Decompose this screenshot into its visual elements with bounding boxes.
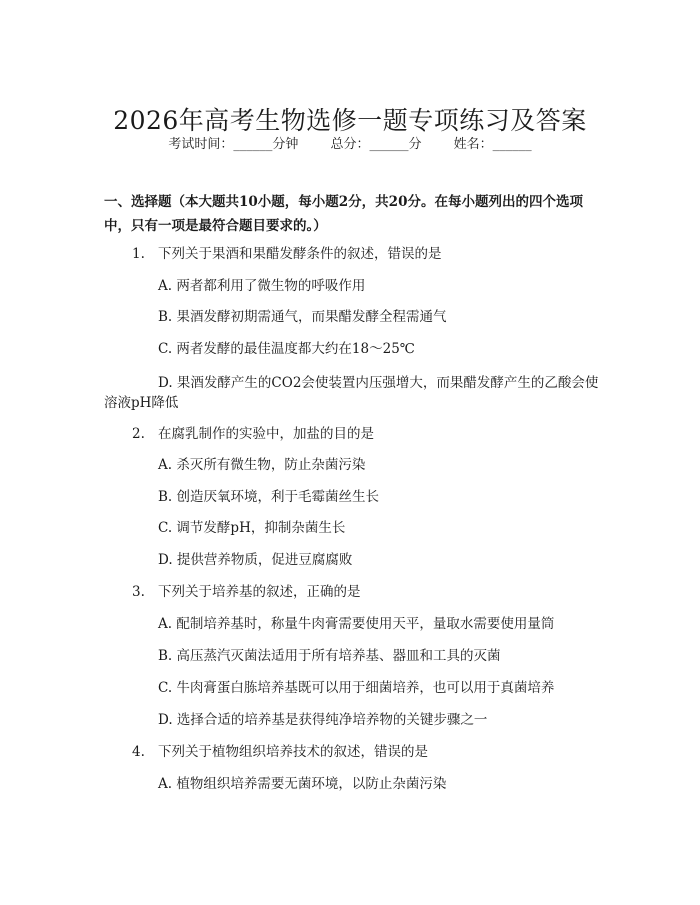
question-text: 在腐乳制作的实验中，加盐的目的是: [158, 426, 374, 442]
question-number: 3.: [132, 584, 145, 600]
answer-option: D. 果酒发酵产生的CO2会使装置内压强增大，而果醋发酵产生的乙酸会使溶液pH降低: [104, 375, 599, 411]
answer-option: B. 果酒发酵初期需通气，而果醋发酵全程需通气: [158, 309, 447, 325]
question-number: 2.: [132, 426, 145, 442]
question-text: 下列关于培养基的叙述，正确的是: [158, 584, 361, 600]
answer-option: D. 选择合适的培养基是获得纯净培养物的关键步骤之一: [158, 712, 488, 728]
question-stem: [132, 244, 600, 264]
question-text: 下列关于果酒和果醋发酵条件的叙述，错误的是: [158, 246, 442, 262]
answer-option: A. 植物组织培养需要无菌环境，以防止杂菌污染: [158, 776, 447, 792]
exam-meta: [0, 133, 700, 152]
answer-option: D. 提供营养物质，促进豆腐腐败: [158, 552, 353, 568]
student-name-field: 姓名：______: [453, 137, 532, 152]
question-text: 下列关于植物组织培养技术的叙述，错误的是: [158, 744, 428, 760]
answer-option: C. 调节发酵pH，抑制杂菌生长: [158, 520, 346, 536]
exam-time-field: 考试时间：______分钟: [168, 137, 299, 152]
answer-option: A. 杀灭所有微生物，防止杂菌污染: [158, 457, 366, 473]
question-number: 4.: [132, 744, 145, 760]
question-stem: [132, 582, 600, 602]
answer-option: B. 创造厌氧环境，利于毛霉菌丝生长: [158, 489, 380, 505]
answer-option: C. 两者发酵的最佳温度都大约在18～25℃: [158, 341, 415, 357]
total-score-field: 总分：______分: [330, 137, 422, 152]
answer-option: A. 两者都利用了微生物的呼吸作用: [158, 278, 366, 294]
answer-option: A. 配制培养基时，称量牛肉膏需要使用天平，量取水需要使用量筒: [158, 616, 555, 632]
question-number: 1.: [132, 246, 145, 262]
answer-option: B. 高压蒸汽灭菌法适用于所有培养基、器皿和工具的灭菌: [158, 648, 501, 664]
question-stem: [132, 742, 600, 762]
answer-option: C. 牛肉膏蛋白胨培养基既可以用于细菌培养，也可以用于真菌培养: [158, 680, 555, 696]
question-stem: [132, 424, 600, 444]
page-title: 2026年高考生物选修一题专项练习及答案: [113, 105, 587, 135]
section-heading: 一、选择题（本大题共10小题，每小题2分，共20分。在每小题列出的四个选项中，只有一项是最符合题目要求的。）: [104, 194, 583, 234]
